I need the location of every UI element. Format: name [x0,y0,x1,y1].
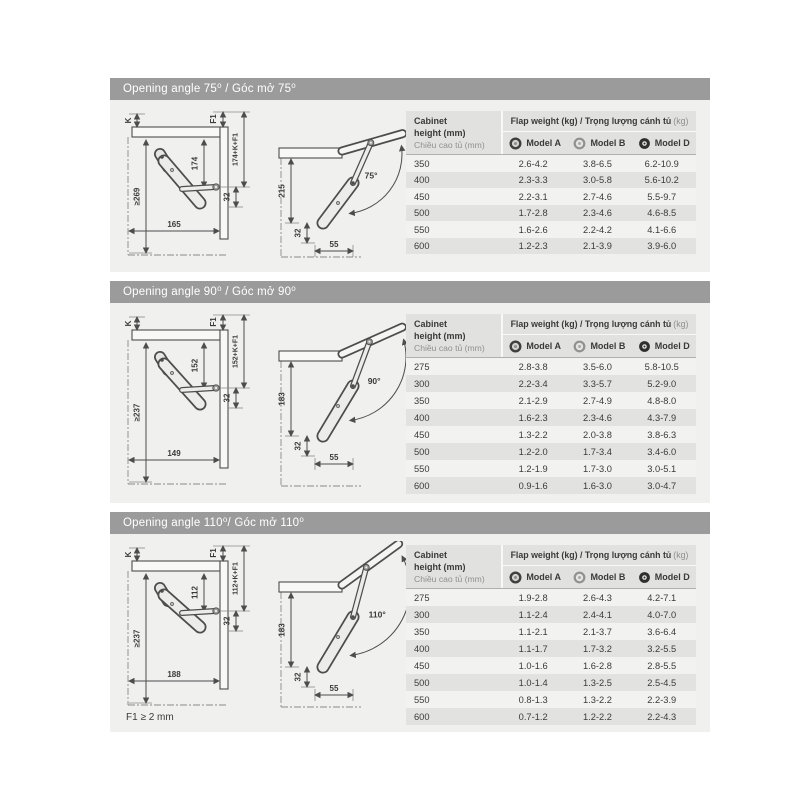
model-label: Model D [654,341,690,352]
weight-range-cell-model-a: 2.3-3.3 [518,175,548,186]
cabinet-height-title-line1: Cabinet [414,550,448,560]
weight-range-cell-model-b: 2.1-3.9 [582,241,612,252]
weight-range-cell-model-b: 3.8-6.5 [582,158,612,169]
flap-weight-title-text: Flap weight (kg) / Trọng lượng cánh tủ [510,319,672,329]
technical-drawing [116,310,406,494]
section-header-bar: Opening angle 90⁰ / Góc mở 90⁰ [110,281,710,303]
weight-range-cell-model-d: 2.8-5.5 [647,660,677,671]
table-header [406,545,696,589]
model-header-model-d [632,137,696,150]
model-header-model-b [567,340,631,353]
table-row [406,623,696,640]
weight-range-cell-model-a: 0.7-1.2 [518,711,548,722]
section-content [110,534,710,732]
table-row [406,708,696,725]
weight-range-cell-model-b: 2.2-4.2 [582,224,612,235]
model-b-icon [573,571,586,584]
cabinet-height-subtitle-vi: Chiều cao tủ (mm) [414,574,485,585]
weight-range-cell-model-b: 2.6-4.3 [582,592,612,603]
weight-range-cell-model-a: 1.1-2.1 [518,626,548,637]
weight-range-cell-model-b: 1.6-3.0 [582,480,612,491]
svg-text:K: K [124,117,133,124]
table-row [406,375,696,392]
svg-text:≥269: ≥269 [132,187,142,206]
weight-range-cell-model-d: 3.0-5.1 [647,463,677,474]
weight-range-cell-model-d: 3.6-6.4 [647,626,677,637]
weight-range-cell-model-b: 3.0-5.8 [582,175,612,186]
table-row [406,460,696,477]
section-opening-angle-75 [110,78,710,272]
svg-text:32: 32 [222,192,232,202]
model-label: Model B [590,572,626,583]
svg-text:112: 112 [190,586,200,599]
svg-text:K: K [124,551,133,558]
weight-range-cell-model-d: 6.2-10.9 [644,158,679,169]
weight-range-cell-model-b: 2.3-4.6 [582,412,612,423]
flap-weight-column-title [503,545,696,566]
weight-range-cell-model-b: 1.7-3.2 [582,643,612,654]
flap-weight-header-block [501,314,696,357]
svg-text:188: 188 [167,670,181,679]
cabinet-height-title-line2: height (mm) [414,330,466,341]
svg-text:K: K [124,320,133,327]
svg-text:55: 55 [329,240,339,249]
cabinet-height-header [406,111,501,154]
svg-text:174+K+F1: 174+K+F1 [232,132,240,167]
weight-range-cell-model-a: 2.6-4.2 [518,158,548,169]
model-label: Model D [654,572,690,583]
cabinet-height-cell: 350 [414,158,430,169]
weight-range-cell-model-b: 3.5-6.0 [582,361,612,372]
cabinet-height-title-line2: height (mm) [414,561,466,572]
weight-range-cell-model-a: 2.8-3.8 [518,361,548,372]
table-row [406,358,696,375]
table-row [406,392,696,409]
model-header-model-b [567,137,631,150]
weight-range-cell-model-d: 4.0-7.0 [647,609,677,620]
model-label: Model B [590,138,626,149]
cabinet-height-title-line2: height (mm) [414,127,466,138]
table-header [406,314,696,358]
weight-range-cell-model-a: 1.0-1.6 [518,660,548,671]
weight-range-cell-model-d: 4.6-8.5 [647,208,677,219]
model-label: Model D [654,138,690,149]
svg-text:32: 32 [293,672,303,682]
cabinet-height-cell: 450 [414,660,430,671]
weight-range-cell-model-d: 3.4-6.0 [647,446,677,457]
cabinet-height-cell: 500 [414,446,430,457]
svg-text:75°: 75° [364,170,378,181]
flap-weight-title-text: Flap weight (kg) / Trọng lượng cánh tủ [510,550,672,560]
weight-range-cell-model-a: 1.3-2.2 [518,429,548,440]
cabinet-height-subtitle-vi: Chiều cao tủ (mm) [414,343,485,354]
weight-range-cell-model-d: 5.8-10.5 [644,361,679,372]
open-position-diagram [278,134,403,257]
table-row [406,477,696,494]
weight-range-cell-model-a: 0.8-1.3 [518,694,548,705]
model-a-icon [509,571,522,584]
flap-weight-title-text: Flap weight (kg) / Trọng lượng cánh tủ [510,116,672,126]
weight-range-cell-model-b: 3.3-5.7 [582,378,612,389]
svg-text:32: 32 [222,393,232,403]
model-b-icon [573,340,586,353]
diagram-area [110,303,406,503]
model-label: Model B [590,341,626,352]
section-header-bar: Opening angle 75⁰ / Góc mở 75⁰ [110,78,710,100]
svg-text:F1: F1 [209,114,218,124]
section-header-bar: Opening angle 110⁰/ Góc mở 110⁰ [110,512,710,534]
cabinet-height-header [406,545,501,588]
cabinet-height-cell: 350 [414,395,430,406]
weight-range-cell-model-b: 2.0-3.8 [582,429,612,440]
svg-text:174: 174 [190,156,200,171]
svg-text:90°: 90° [367,376,381,387]
weight-range-cell-model-b: 1.2-2.2 [582,711,612,722]
cabinet-height-title-line1: Cabinet [414,116,448,126]
svg-text:≥237: ≥237 [132,403,142,422]
weight-range-cell-model-a: 2.2-3.4 [518,378,548,389]
model-d-icon [638,571,651,584]
table-row [406,409,696,426]
cabinet-height-cell: 600 [414,711,430,722]
flap-weight-column-title [503,111,696,132]
cabinet-height-cell: 550 [414,224,430,235]
svg-text:215: 215 [277,184,287,198]
weight-range-cell-model-d: 4.1-6.6 [647,224,677,235]
table-row [406,691,696,708]
model-header-row [503,335,696,357]
svg-text:165: 165 [167,220,181,229]
weight-range-cell-model-d: 5.6-10.2 [644,175,679,186]
cabinet-height-cell: 400 [414,412,430,423]
model-header-model-a [503,571,567,584]
weight-range-cell-model-d: 3.9-6.0 [647,241,677,252]
weight-range-cell-model-a: 1.1-1.7 [518,643,548,654]
model-header-model-a [503,340,567,353]
model-header-model-a [503,137,567,150]
cabinet-height-cell: 400 [414,175,430,186]
closed-position-diagram [124,315,250,484]
cabinet-height-cell: 400 [414,643,430,654]
weight-range-cell-model-a: 1.9-2.8 [518,592,548,603]
flap-weight-unit: (kg) [673,550,689,560]
cabinet-height-cell: 275 [414,361,430,372]
weight-range-cell-model-b: 2.7-4.6 [582,191,612,202]
weight-range-cell-model-b: 2.7-4.9 [582,395,612,406]
model-d-icon [638,137,651,150]
flap-weight-unit: (kg) [673,116,689,126]
svg-text:183: 183 [277,392,287,406]
table-row [406,443,696,460]
cabinet-height-cell: 550 [414,463,430,474]
f1-minimum-note: F1 ≥ 2 mm [126,712,174,723]
weight-range-cell-model-d: 2.5-4.5 [647,677,677,688]
flap-fitting-spec-document [110,78,710,741]
weight-range-cell-model-b: 2.1-3.7 [582,626,612,637]
cabinet-height-cell: 500 [414,677,430,688]
svg-text:≥237: ≥237 [132,629,142,648]
weight-range-cell-model-a: 1.1-2.4 [518,609,548,620]
cabinet-height-cell: 550 [414,694,430,705]
cabinet-height-cell: 450 [414,191,430,202]
cabinet-height-header [406,314,501,357]
flap-weight-table [406,314,696,503]
flap-weight-unit: (kg) [673,319,689,329]
model-b-icon [573,137,586,150]
svg-text:152: 152 [190,358,200,373]
table-row [406,205,696,222]
cabinet-height-cell: 300 [414,378,430,389]
section-content [110,303,710,503]
model-label: Model A [526,341,561,352]
weight-range-cell-model-a: 1.6-2.6 [518,224,548,235]
weight-range-cell-model-d: 5.2-9.0 [647,378,677,389]
weight-range-cell-model-a: 1.2-2.3 [518,241,548,252]
weight-range-cell-model-d: 2.2-4.3 [647,711,677,722]
svg-text:110°: 110° [368,609,386,620]
diagram-area [110,534,406,732]
weight-range-cell-model-a: 1.2-1.9 [518,463,548,474]
cabinet-height-cell: 600 [414,480,430,491]
model-header-model-d [632,340,696,353]
cabinet-height-cell: 600 [414,241,430,252]
open-position-diagram [278,544,407,707]
weight-range-cell-model-a: 1.2-2.0 [518,446,548,457]
weight-range-cell-model-d: 4.3-7.9 [647,412,677,423]
weight-range-cell-model-b: 2.4-4.1 [582,609,612,620]
technical-drawing [116,541,406,715]
table-row [406,426,696,443]
svg-text:32: 32 [222,616,232,626]
table-row [406,172,696,189]
cabinet-height-subtitle-vi: Chiều cao tủ (mm) [414,140,485,151]
cabinet-height-cell: 500 [414,208,430,219]
diagram-area [110,100,406,272]
model-a-icon [509,340,522,353]
cabinet-height-cell: 300 [414,609,430,620]
weight-range-cell-model-b: 2.3-4.6 [582,208,612,219]
cabinet-height-cell: 275 [414,592,430,603]
weight-range-cell-model-a: 0.9-1.6 [518,480,548,491]
weight-range-cell-model-a: 1.7-2.8 [518,208,548,219]
cabinet-height-title-line1: Cabinet [414,319,448,329]
closed-position-diagram [124,112,250,255]
section-opening-angle-110 [110,512,710,732]
weight-range-cell-model-d: 3.8-6.3 [647,429,677,440]
section-opening-angle-90 [110,281,710,503]
weight-range-cell-model-d: 2.2-3.9 [647,694,677,705]
table-row [406,606,696,623]
weight-range-cell-model-d: 4.8-8.0 [647,395,677,406]
weight-range-cell-model-a: 1.6-2.3 [518,412,548,423]
weight-range-cell-model-b: 1.7-3.4 [582,446,612,457]
weight-range-cell-model-b: 1.3-2.5 [582,677,612,688]
table-row [406,155,696,172]
model-d-icon [638,340,651,353]
svg-text:F1: F1 [209,548,218,558]
flap-weight-header-block [501,111,696,154]
table-row [406,657,696,674]
svg-text:32: 32 [293,228,303,238]
table-row [406,674,696,691]
closed-position-diagram [124,546,250,705]
model-header-model-d [632,571,696,584]
weight-range-cell-model-a: 2.1-2.9 [518,395,548,406]
table-row [406,238,696,255]
flap-weight-column-title [503,314,696,335]
svg-text:152+K+F1: 152+K+F1 [232,334,240,369]
flap-weight-table [406,545,696,732]
model-header-row [503,566,696,588]
weight-range-cell-model-d: 3.0-4.7 [647,480,677,491]
flap-weight-header-block [501,545,696,588]
svg-text:32: 32 [293,441,303,451]
table-header [406,111,696,155]
svg-text:112+K+F1: 112+K+F1 [232,562,240,595]
weight-range-cell-model-d: 3.2-5.5 [647,643,677,654]
model-header-row [503,132,696,154]
weight-range-cell-model-b: 1.6-2.8 [582,660,612,671]
weight-range-cell-model-a: 2.2-3.1 [518,191,548,202]
flap-weight-table [406,111,696,272]
cabinet-height-cell: 450 [414,429,430,440]
table-row [406,589,696,606]
model-a-icon [509,137,522,150]
weight-range-cell-model-d: 5.5-9.7 [647,191,677,202]
svg-text:55: 55 [329,684,339,693]
cabinet-height-cell: 350 [414,626,430,637]
svg-text:F1: F1 [209,317,218,327]
svg-text:55: 55 [329,453,339,462]
table-row [406,640,696,657]
open-position-diagram [278,327,407,486]
weight-range-cell-model-a: 1.0-1.4 [518,677,548,688]
weight-range-cell-model-b: 1.3-2.2 [582,694,612,705]
svg-text:183: 183 [277,623,287,637]
model-header-model-b [567,571,631,584]
section-content [110,100,710,272]
svg-text:149: 149 [167,449,181,458]
table-row [406,221,696,238]
model-label: Model A [526,572,561,583]
weight-range-cell-model-b: 1.7-3.0 [582,463,612,474]
model-label: Model A [526,138,561,149]
technical-drawing [116,107,406,265]
weight-range-cell-model-d: 4.2-7.1 [647,592,677,603]
table-row [406,188,696,205]
